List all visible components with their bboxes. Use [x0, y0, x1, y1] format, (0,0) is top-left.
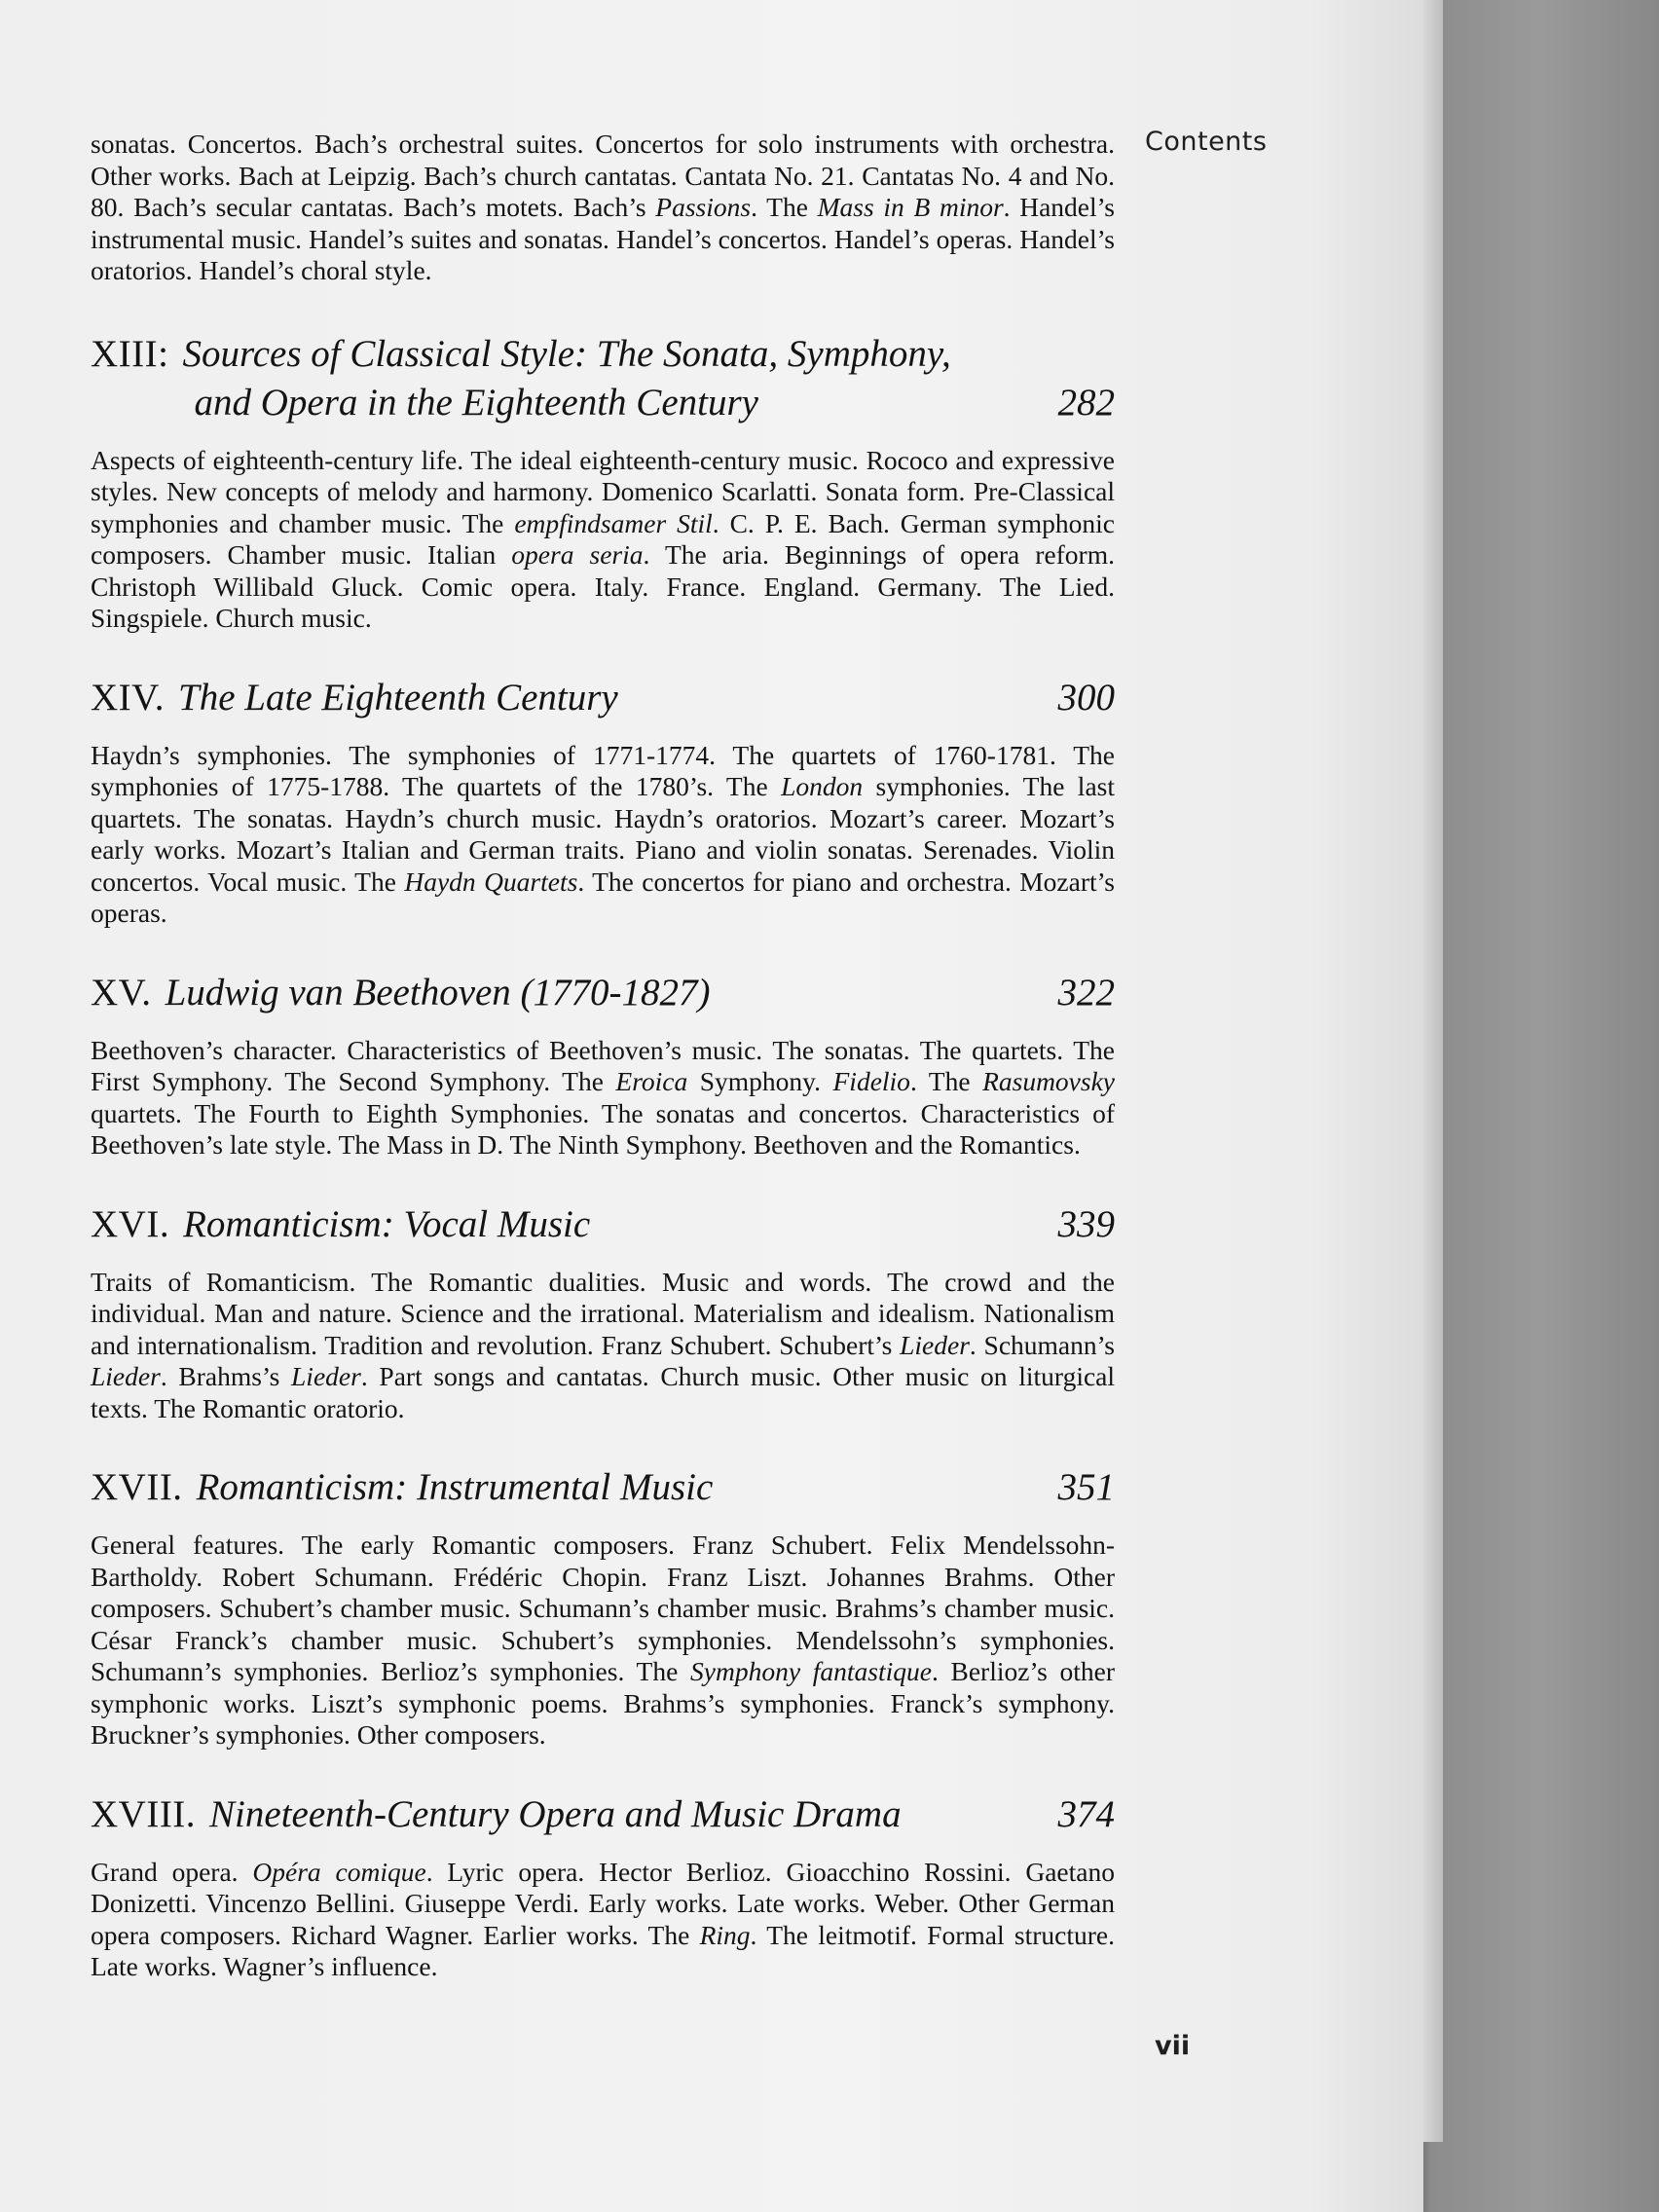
italic-title: Mass in B minor	[817, 192, 1004, 222]
italic-title: Haydn Quartets	[404, 866, 578, 897]
running-head: Contents	[1145, 127, 1268, 157]
chapter-numeral: XV.	[91, 971, 152, 1014]
chapter-title-line: Sources of Classical Style: The Sonata, Symphony,	[182, 332, 951, 375]
italic-title: Lieder	[900, 1329, 970, 1360]
chapter-title	[166, 969, 1039, 1017]
italic-title: empfindsamer Stil	[514, 507, 713, 538]
chapter-numeral: XIV.	[91, 676, 166, 719]
chapter-page-number: 339	[1057, 1202, 1115, 1245]
chapter-page-number: 282	[1057, 381, 1115, 424]
page-number: vii	[1155, 2031, 1191, 2061]
italic-title: London	[781, 771, 864, 801]
chapter-summary: Beethoven’s character. Characteristics of Beethoven’s music. The sonatas. The quartets. The First Symphony. The Second Symphony. The Eroica Symphony. Fidelio. The Rasumovsky quartets. The Fourth to Eighth Symphonies. The sonatas and concertos. Characteristics of Beethoven’s late style. The Mass in D. The Ninth Symphony. Beethoven and the Romantics.	[91, 1034, 1115, 1160]
page-edge	[1423, 0, 1443, 2142]
contents-body	[91, 129, 1115, 2022]
chapter-numeral: XIII:	[91, 332, 169, 375]
chapter-title	[197, 1463, 1039, 1512]
chapter-heading	[91, 330, 1115, 427]
chapter-title	[182, 330, 1038, 427]
chapter-heading	[91, 1463, 1115, 1512]
chapter-entry	[91, 674, 1115, 930]
chapter-heading	[91, 1200, 1115, 1249]
italic-title: Rasumovsky	[982, 1066, 1115, 1096]
italic-title: opera seria	[511, 539, 644, 570]
chapter-title-line: Romanticism: Instrumental Music	[196, 1466, 714, 1508]
chapter-entry	[91, 1463, 1115, 1751]
chapter-title	[178, 674, 1038, 722]
chapter-heading	[91, 674, 1115, 722]
chapter-summary: General features. The early Romantic composers. Franz Schubert. Felix Mendelssohn-Bartholdy. Robert Schumann. Frédéric Chopin. Franz Liszt. Johannes Brahms. Other composers. Schubert’s chamber music. Schumann’s chamber music. Brahms’s chamber music. César Franck’s chamber music. Schubert’s symphonies. Mendelssohn’s symphonies. Schumann’s symphonies. Berlioz’s symphonies. The Symphony fantastique. Berlioz’s other symphonic works. Liszt’s symphonic poems. Brahms’s symphonies. Franck’s symphony. Bruckner’s symphonies. Other composers.	[91, 1530, 1115, 1750]
chapter-entry	[91, 1790, 1115, 1983]
italic-title: Eroica	[615, 1066, 688, 1096]
chapter-summary: Grand opera. Opéra comique. Lyric opera. Hector Berlioz. Gioacchino Rossini. Gaetano Donizetti. Vincenzo Bellini. Giuseppe Verdi. Early works. Late works. Weber. Other German opera composers. Richard Wagner. Earlier works. The Ring. The leitmotif. Formal structure. Late works. Wagner’s influence.	[91, 1856, 1115, 1981]
chapter-title-line: Romanticism: Vocal Music	[183, 1202, 591, 1245]
chapter-numeral: XVI.	[91, 1202, 170, 1245]
chapter-page-number: 374	[1057, 1792, 1115, 1835]
chapter-heading	[91, 969, 1115, 1017]
chapter-title	[183, 1200, 1038, 1249]
lead-paragraph: sonatas. Concertos. Bach’s orchestral suites. Concertos for solo instruments with orchestra. Other works. Bach at Leipzig. Bach’s church cantatas. Cantata No. 21. Cantatas No. 4 and No. 80. Bach’s secular cantatas. Bach’s motets. Bach’s Passions. The Mass in B minor. Handel’s instrumental music. Handel’s suites and sonatas. Handel’s concertos. Handel’s operas. Handel’s oratorios. Handel’s choral style.	[91, 129, 1115, 285]
chapter-summary: Aspects of eighteenth-century life. The ideal eighteenth-century music. Rococo and expressive styles. New concepts of melody and harmony. Domenico Scarlatti. Sonata form. Pre-Classical symphonies and chamber music. The empfindsamer Stil. C. P. E. Bach. German symphonic composers. Chamber music. Italian opera seria. The aria. Beginnings of opera reform. Christoph Willibald Gluck. Comic opera. Italy. France. England. Germany. The Lied. Singspiele. Church music.	[91, 444, 1115, 633]
chapter-title-line: Nineteenth-Century Opera and Music Drama	[209, 1792, 902, 1835]
chapter-list	[91, 330, 1115, 1983]
italic-title: Symphony fantastique	[690, 1656, 932, 1686]
italic-title: Lieder	[291, 1361, 361, 1391]
chapter-page-number: 300	[1057, 676, 1115, 719]
chapter-summary: Haydn’s symphonies. The symphonies of 1771-1774. The quartets of 1760-1781. The symphonies of 1775-1788. The quartets of the 1780’s. The London symphonies. The last quartets. The sonatas. Haydn’s church music. Haydn’s oratorios. Mozart’s career. Mozart’s early works. Mozart’s Italian and German traits. Piano and violin sonatas. Serenades. Violin concertos. Vocal music. The Haydn Quartets. The concertos for piano and orchestra. Mozart’s operas.	[91, 739, 1115, 928]
chapter-title-line: and Opera in the Eighteenth Century	[194, 381, 758, 424]
chapter-numeral: XVIII.	[91, 1792, 197, 1835]
chapter-title	[209, 1790, 1038, 1839]
italic-title: Opéra comique	[252, 1856, 426, 1887]
chapter-title-line: The Late Eighteenth Century	[178, 676, 618, 719]
italic-title: Ring	[699, 1919, 751, 1950]
chapter-title-line: Ludwig van Beethoven (1770-1827)	[165, 971, 711, 1014]
chapter-page-number: 322	[1057, 971, 1115, 1014]
chapter-entry	[91, 1200, 1115, 1425]
italic-title: Fidelio	[832, 1066, 910, 1096]
chapter-numeral: XVII.	[91, 1466, 183, 1508]
chapter-summary: Traits of Romanticism. The Romantic dualities. Music and words. The crowd and the individual. Man and nature. Science and the irrational. Materialism and idealism. Nationalism and internationalism. Tradition and revolution. Franz Schubert. Schubert’s Lieder. Schumann’s Lieder. Brahms’s Lieder. Part songs and cantatas. Church music. Other music on liturgical texts. The Romantic oratorio.	[91, 1266, 1116, 1423]
chapter-entry	[91, 969, 1115, 1161]
chapter-page-number: 351	[1057, 1466, 1115, 1508]
chapter-entry	[91, 330, 1115, 635]
italic-title: Passions	[655, 192, 752, 222]
italic-title: Lieder	[91, 1361, 161, 1391]
chapter-heading	[91, 1790, 1115, 1839]
